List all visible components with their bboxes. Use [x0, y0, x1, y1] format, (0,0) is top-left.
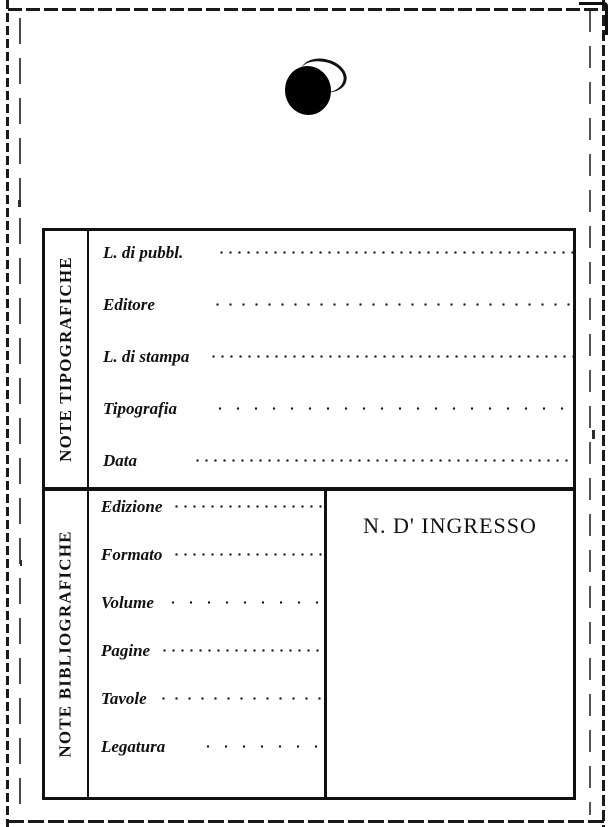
field-label-tavole: Tavole [101, 689, 147, 708]
catalog-card [42, 228, 576, 800]
section-label-text: NOTE TIPOGRAFICHE [56, 256, 76, 462]
page-edge-right [602, 0, 605, 827]
page-edge-left [6, 0, 9, 827]
section-label-note-bibliografiche [45, 491, 89, 797]
field-label-l-di-stampa: L. di stampa [103, 347, 190, 366]
field-row[interactable] [89, 399, 573, 451]
field-input-l-di-pubbl[interactable] [217, 244, 573, 258]
field-row[interactable] [89, 347, 573, 399]
field-input-pagine[interactable] [160, 642, 324, 656]
field-label-edizione: Edizione [101, 497, 163, 516]
field-label-l-di-pubbl: L. di pubbl. [103, 243, 184, 262]
field-input-edizione[interactable] [172, 498, 324, 512]
field-input-tavole[interactable] [157, 690, 324, 704]
section-note-tipografiche [45, 231, 573, 491]
field-input-editore[interactable] [211, 296, 573, 310]
page-edge-left-inner [19, 18, 21, 808]
section-label-note-tipografiche [45, 231, 89, 487]
scan-speck [592, 430, 595, 439]
scan-speck [18, 200, 21, 207]
page-edge-top [8, 8, 604, 11]
field-label-data: Data [103, 451, 137, 470]
field-row[interactable] [89, 689, 324, 737]
field-label-volume: Volume [101, 593, 154, 612]
field-row[interactable] [89, 737, 324, 785]
field-input-tipografia[interactable] [211, 400, 573, 414]
field-label-pagine: Pagine [101, 641, 151, 660]
numero-ingresso-title: N. D' INGRESSO [363, 513, 537, 538]
field-label-editore: Editore [103, 295, 155, 314]
field-row[interactable] [89, 545, 324, 593]
field-input-data[interactable] [193, 452, 573, 466]
numero-ingresso-panel[interactable] [327, 491, 573, 797]
field-row[interactable] [89, 497, 324, 545]
field-input-volume[interactable] [164, 594, 324, 608]
field-label-tipografia: Tipografia [103, 399, 177, 418]
note-tipografiche-fields [89, 231, 573, 487]
field-label-legatura: Legatura [101, 737, 166, 756]
page-corner-top-right [579, 2, 608, 35]
page-edge-bottom [8, 820, 604, 823]
note-bibliografiche-fields [89, 491, 327, 797]
field-input-legatura[interactable] [199, 738, 324, 752]
scan-speck [20, 560, 22, 566]
field-row[interactable] [89, 243, 573, 295]
field-input-l-di-stampa[interactable] [209, 348, 573, 362]
section-label-text: NOTE BIBLIOGRAFICHE [56, 530, 76, 758]
field-input-formato[interactable] [172, 546, 324, 560]
section-note-bibliografiche [45, 491, 573, 797]
field-label-formato: Formato [101, 545, 163, 564]
page-edge-right-inner [589, 10, 591, 815]
field-row[interactable] [89, 641, 324, 689]
field-row[interactable] [89, 295, 573, 347]
field-row[interactable] [89, 593, 324, 641]
